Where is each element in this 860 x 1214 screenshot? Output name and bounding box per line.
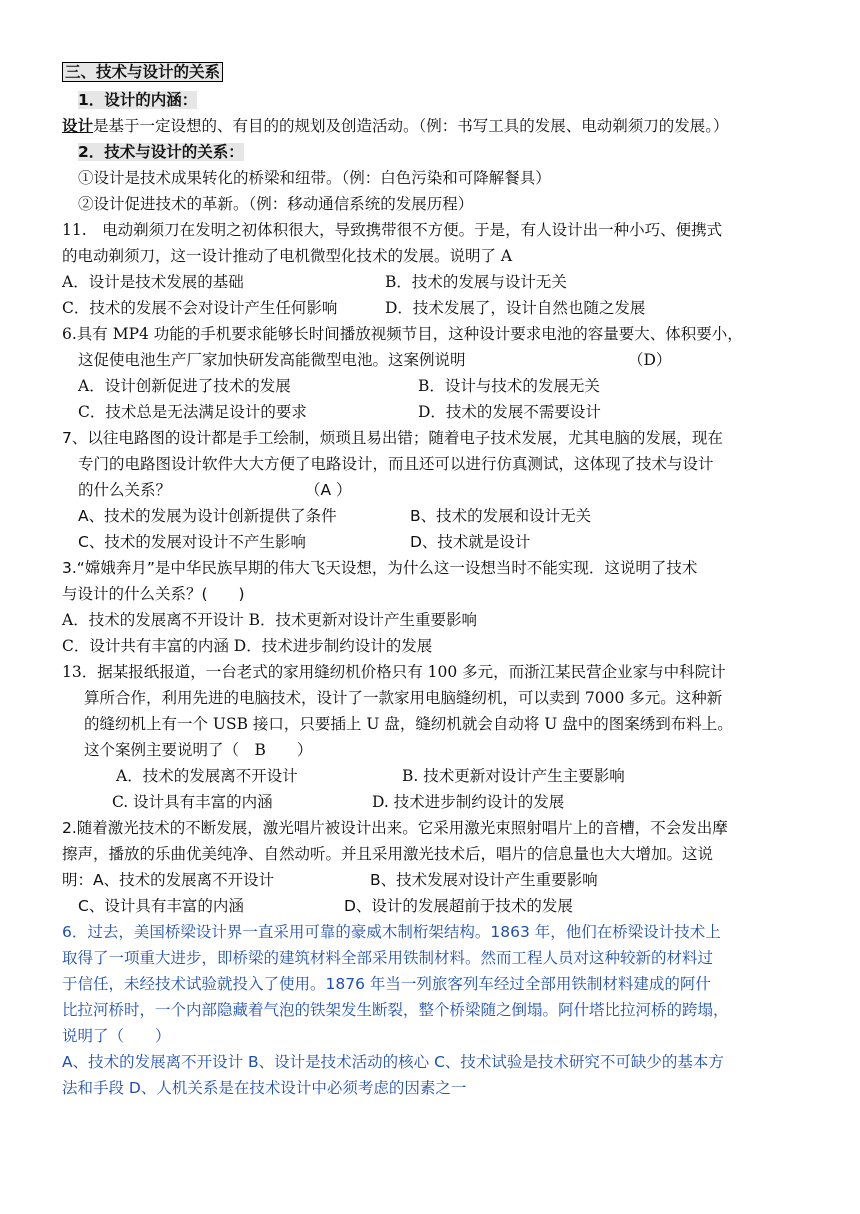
q6b-line-3: 于信任，未经技术试验就投入了使用。1876 年当一列旅客列车经过全部用铁制材料建成的阿什 xyxy=(62,975,711,993)
subheading-relationship: 2．技术与设计的关系： xyxy=(78,143,244,161)
q3-line-1: 3.“嫦娥奔月”是中华民族早期的伟大飞天设想，为什么这一设想当时不能实现．这说明了技术 xyxy=(62,559,698,577)
q11-option-b: B．技术的发展与设计无关 xyxy=(385,273,567,291)
q6a-line-1: 6.具有 MP4 功能的手机要求能够长时间播放视频节目，这种设计要求电池的容量要大、体积要小， xyxy=(62,325,743,343)
q7-line-2: 专门的电路图设计软件大大方便了电路设计，而且还可以进行仿真测试，这体现了技术与设计 xyxy=(78,455,714,473)
q6a-option-b: B．设计与技术的发展无关 xyxy=(418,377,600,395)
q11-option-a: A．设计是技术发展的基础 xyxy=(62,273,244,291)
q3-options-ab: A．技术的发展离不开设计 B．技术更新对设计产生重要影响 xyxy=(62,611,478,629)
q2-line-3-b: B、技术发展对设计产生重要影响 xyxy=(370,871,598,889)
q7-answer: （A ） xyxy=(305,481,352,499)
q7-option-b: B、技术的发展和设计无关 xyxy=(410,507,592,525)
q13-line-1: 13．据某报纸报道，一台老式的家用缝纫机价格只有 100 多元，而浙江某民营企业家与中科院计 xyxy=(62,663,726,681)
q6b-line-6: A、技术的发展离不开设计 B、设计是技术活动的核心 C、技术试验是技术研究不可缺少的基本方 xyxy=(62,1053,724,1071)
q13-line-2: 算所合作，利用先进的电脑技术，设计了一款家用电脑缝纫机，可以卖到 7000 多元。这种新 xyxy=(84,689,723,707)
design-term: 设计 xyxy=(62,116,94,135)
q2-option-c: C、设计具有丰富的内涵 xyxy=(78,897,244,915)
q13-line-3: 的缝纫机上有一个 USB 接口，只要插上 U 盘，缝纫机就会自动将 U 盘中的图案绣到布料上。 xyxy=(84,715,733,733)
q6b-line-7: 法和手段 D、人机关系是在技术设计中必须考虑的因素之一 xyxy=(62,1079,467,1097)
point-2: ②设计促进技术的革新。（例：移动通信系统的发展历程） xyxy=(78,195,474,213)
q7-option-d: D、技术就是设计 xyxy=(410,533,531,551)
design-definition xyxy=(62,116,729,136)
q2-option-d: D、设计的发展超前于技术的发展 xyxy=(344,897,573,915)
q6b-line-1: 6．过去，美国桥梁设计界一直采用可靠的豪威木制桁架结构。1863 年，他们在桥梁设计技术上 xyxy=(62,923,721,941)
q6b-line-2: 取得了一项重大进步，即桥梁的建筑材料全部采用铁制材料。然而工程人员对这种较新的材料过 xyxy=(62,949,714,967)
q6a-option-c: C．技术总是无法满足设计的要求 xyxy=(78,403,307,421)
subheading-relationship-wrap xyxy=(78,142,244,162)
q7-option-c: C、技术的发展对设计不产生影响 xyxy=(78,533,306,551)
q13-line-4: 这个案例主要说明了（ B ） xyxy=(84,741,313,759)
q2-line-3-a: 明：A、技术的发展离不开设计 xyxy=(62,871,275,889)
design-definition-text: 是基于一定设想的、有目的的规划及创造活动。（例：书写工具的发展、电动剃须刀的发展。） xyxy=(93,117,729,135)
subheading-design-meaning: 1．设计的内涵： xyxy=(78,91,198,109)
q2-line-1: 2.随着激光技术的不断发展，激光唱片被设计出来。它采用激光束照射唱片上的音槽，不会发出摩 xyxy=(62,819,728,837)
q6a-line-2: 这促使电池生产厂家加快研发高能微型电池。这案例说明 xyxy=(78,351,466,369)
section-title-wrap xyxy=(62,62,223,82)
q2-line-2: 擦声，播放的乐曲优美纯净、自然动听。并且采用激光技术后，唱片的信息量也大大增加。这说 xyxy=(62,845,714,863)
q6a-answer: （D） xyxy=(628,351,672,369)
q6a-option-d: D．技术的发展不需要设计 xyxy=(418,403,601,421)
q13-option-a: A．技术的发展离不开设计 xyxy=(116,767,298,785)
q7-option-a: A、技术的发展为设计创新提供了条件 xyxy=(78,507,337,525)
q6b-line-4: 比拉河桥时，一个内部隐藏着气泡的铁架发生断裂，整个桥梁随之倒塌。阿什塔比拉河桥的跨塌， xyxy=(62,1001,729,1019)
q11-option-c: C．技术的发展不会对设计产生任何影响 xyxy=(62,299,338,317)
q13-option-c: C. 设计具有丰富的内涵 xyxy=(112,793,273,811)
q11-line-1: 11. 电动剃须刀在发明之初体积很大，导致携带很不方便。于是，有人设计出一种小巧、便携式 xyxy=(62,221,723,239)
q13-option-d: D. 技术进步制约设计的发展 xyxy=(372,793,565,811)
q7-line-1: 7、以往电路图的设计都是手工绘制，烦琐且易出错；随着电子技术发展，尤其电脑的发展，现在 xyxy=(62,429,723,447)
section-title: 三、技术与设计的关系 xyxy=(62,62,223,82)
q6b-line-5: 说明了（ ） xyxy=(62,1027,171,1045)
q3-options-cd: C．设计共有丰富的内涵 D．技术进步制约设计的发展 xyxy=(62,637,433,655)
q11-option-d: D．技术发展了，设计自然也随之发展 xyxy=(385,299,646,317)
q13-option-b: B. 技术更新对设计产生主要影响 xyxy=(402,767,625,785)
q3-line-2: 与设计的什么关系？( ) xyxy=(62,585,245,603)
subheading-design-meaning-wrap xyxy=(78,90,197,110)
q6a-option-a: A．设计创新促进了技术的发展 xyxy=(78,377,291,395)
point-1: ①设计是技术成果转化的桥梁和纽带。（例：白色污染和可降解餐具） xyxy=(78,169,551,187)
q7-line-3: 的什么关系？ xyxy=(78,481,172,499)
q11-line-2: 的电动剃须刀，这一设计推动了电机微型化技术的发展。说明了 A xyxy=(62,247,513,265)
